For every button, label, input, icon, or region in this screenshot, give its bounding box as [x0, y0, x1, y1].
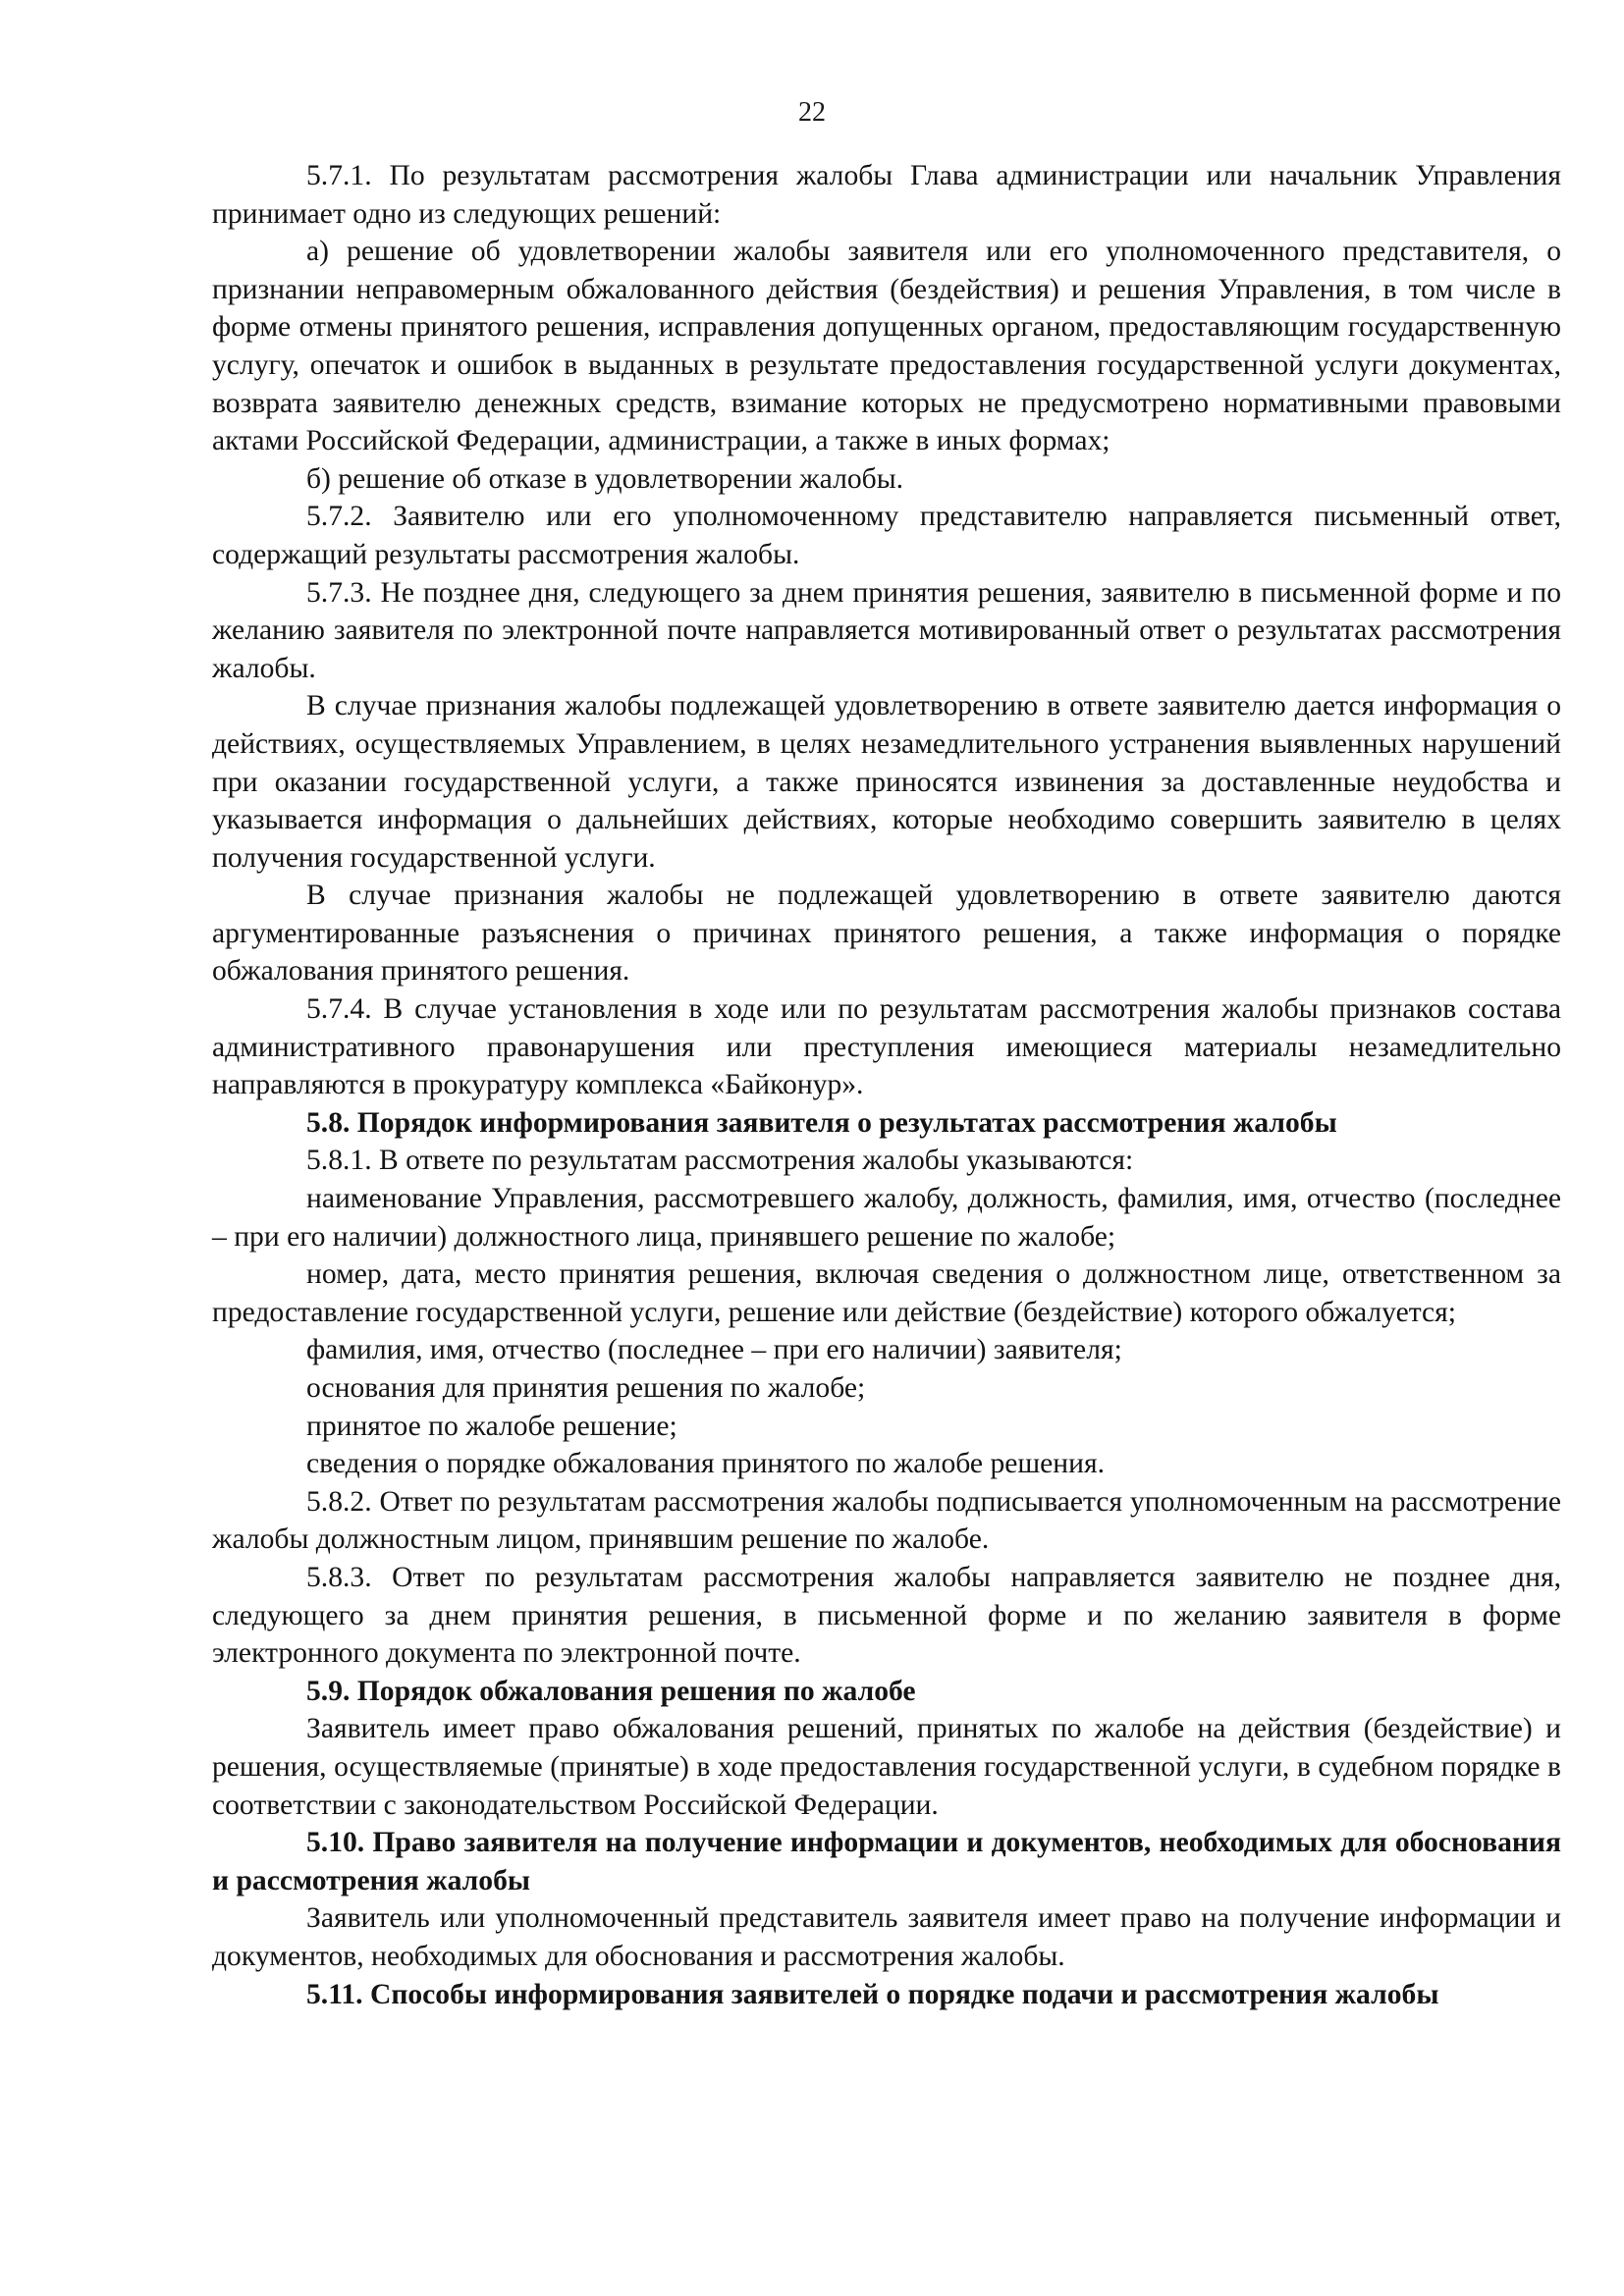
paragraph-5-9: Заявитель имеет право обжалования решений, принятых по жалобе на действия (бездействие) и решения, осуществляемые (принятые) в ходе предоставления государственной услуги, в судебном порядке в соответствии с законодательством Российской Федерации. — [212, 1713, 1561, 1821]
paragraph-5-8-3: 5.8.3. Ответ по результатам рассмотрения жалобы направляется заявителю не позднее дня, следующего за днем принятия решения, в письменной форме и по желанию заявителя в форме электронного документа по электронной почте. — [212, 1561, 1561, 1670]
paragraph-5-7-2: 5.7.2. Заявителю или его уполномоченному представителю направляется письменный ответ, содержащий результаты рассмотрения жалобы. — [212, 501, 1561, 570]
list-item-name-of-department: наименование Управления, рассмотревшего жалобу, должность, фамилия, имя, отчество (последнее – при его наличии) должностного лица, принявшего решение по жалобе; — [212, 1183, 1561, 1253]
list-item-number-date-place: номер, дата, место принятия решения, включая сведения о должностном лице, ответственном за предоставление государственной услуги, решение или действие (бездействие) которого обжалуется; — [212, 1258, 1561, 1328]
section-heading-5-11: 5.11. Способы информирования заявителей о порядке подачи и рассмотрения жалобы — [306, 1978, 1439, 2010]
paragraph-5-8-1: 5.8.1. В ответе по результатам рассмотрения жалобы указываются: — [306, 1145, 1134, 1177]
section-heading-5-10: 5.10. Право заявителя на получение информации и документов, необходимых для обоснования и рассмотрения жалобы — [212, 1827, 1561, 1896]
paragraph-complaint-rejected: В случае признания жалобы не подлежащей удовлетворению в ответе заявителю даются аргументированные разъяснения о причинах принятого решения, а также информация о порядке обжалования принятого решения. — [212, 880, 1561, 988]
list-item-appeal-procedure: сведения о порядке обжалования принятого по жалобе решения. — [306, 1448, 1105, 1480]
paragraph-5-7-4: 5.7.4. В случае установления в ходе или по результатам рассмотрения жалобы признаков состава административного правонарушения или преступления имеющиеся материалы незамедлительно направляются в прокуратуру комплекса «Байконур». — [212, 993, 1561, 1101]
paragraph-option-a: а) решение об удовлетворении жалобы заявителя или его уполномоченного представителя, о признании неправомерным обжалованного действия (бездействия) и решения Управления, в том числе в форме отмены принятого решения, исправления допущенных органом, предоставляющим государственную услугу, опечаток и ошибок в выданных в результате предоставления государственной услуги документах, возврата заявителю денежных средств, взимание которых не предусмотрено нормативными правовыми актами Российской Федерации, администрации, а также в иных формах; — [212, 236, 1561, 457]
list-item-decision: принятое по жалобе решение; — [306, 1410, 677, 1442]
document-body — [212, 157, 1561, 2013]
list-item-applicant-name: фамилия, имя, отчество (последнее – при его наличии) заявителя; — [306, 1334, 1122, 1366]
section-heading-5-8: 5.8. Порядок информирования заявителя о результатах рассмотрения жалобы — [306, 1106, 1337, 1139]
paragraph-option-b: б) решение об отказе в удовлетворении жалобы. — [306, 462, 903, 495]
section-heading-5-9: 5.9. Порядок обжалования решения по жалобе — [306, 1675, 916, 1707]
list-item-grounds: основания для принятия решения по жалобе; — [306, 1372, 866, 1404]
paragraph-5-8-2: 5.8.2. Ответ по результатам рассмотрения жалобы подписывается уполномоченным на рассмотрение жалобы должностным лицом, принявшим решение по жалобе. — [212, 1485, 1561, 1556]
paragraph-5-7-3: 5.7.3. Не позднее дня, следующего за днем принятия решения, заявителю в письменной форме и по желанию заявителя по электронной почте направляется мотивированный ответ о результатах рассмотрения жалобы. — [212, 576, 1561, 684]
paragraph-5-7-1: 5.7.1. По результатам рассмотрения жалобы Глава администрации или начальник Управления принимает одно из следующих решений: — [212, 160, 1561, 230]
paragraph-5-10: Заявитель или уполномоченный представитель заявителя имеет право на получение информации и документов, необходимых для обоснования и рассмотрения жалобы. — [212, 1902, 1561, 1972]
page-number: 22 — [798, 97, 826, 128]
paragraph-complaint-satisfied: В случае признания жалобы подлежащей удовлетворению в ответе заявителю дается информация о действиях, осуществляемых Управлением, в целях незамедлительного устранения выявленных нарушений при оказании государственной услуги, а также приносятся извинения за доставленные неудобства и указывается информация о дальнейших действиях, которые необходимо совершить заявителю в целях получения государственной услуги. — [212, 690, 1561, 874]
